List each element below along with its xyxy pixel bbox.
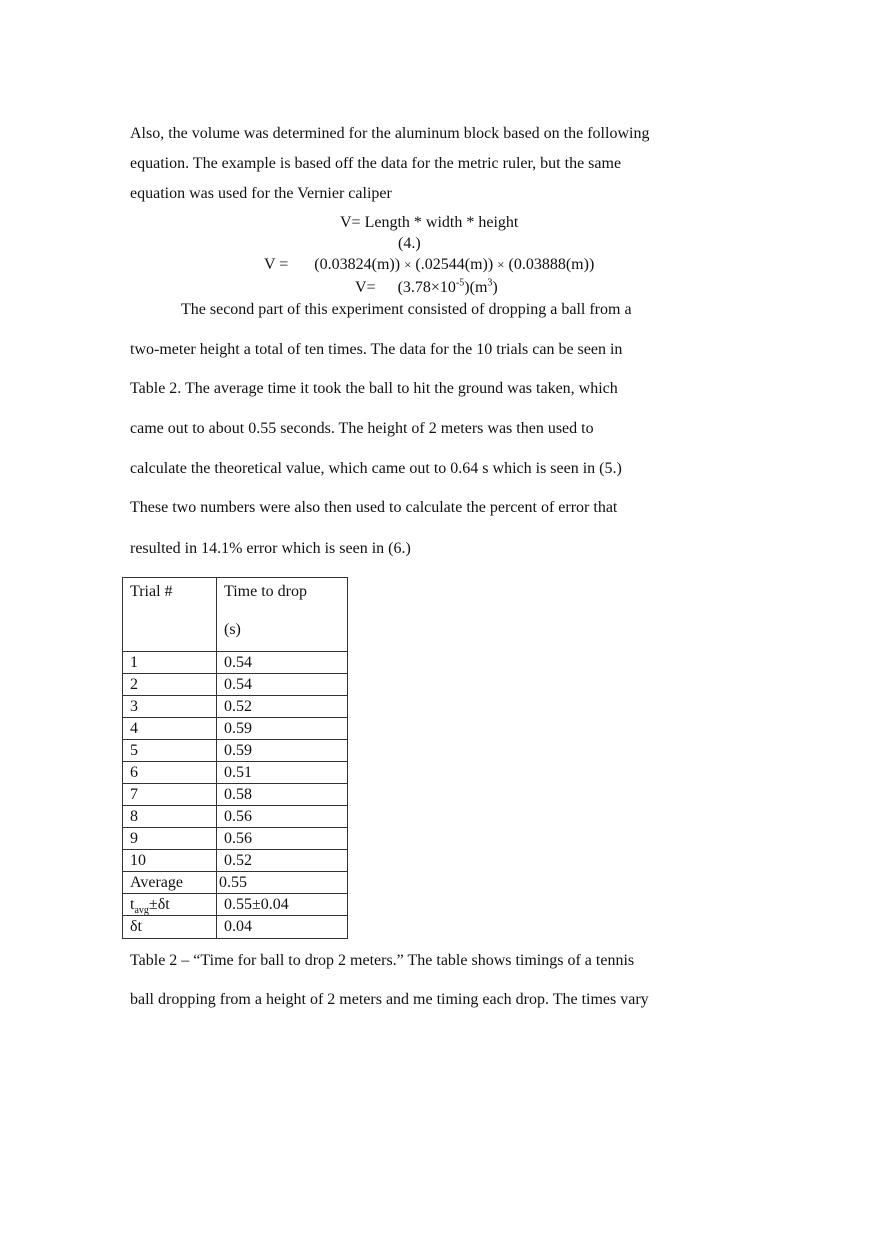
time-cell: 0.54 [217,674,348,696]
trial-cell: 4 [123,718,217,740]
equation-number: (4.) [398,235,421,252]
tavg-row [123,894,348,916]
equation-expanded [264,256,594,274]
equation-term-length: (0.03824(m)) [314,256,401,273]
times-sign-1: × [404,257,412,272]
second-line-1: The second part of this experiment consisted of dropping a ball from a [181,301,632,318]
header-time [217,578,348,652]
intro-line-3: equation was used for the Vernier caliper [130,185,392,202]
trial-cell: 3 [123,696,217,718]
dt-label: δt [123,916,217,939]
time-cell: 0.52 [217,696,348,718]
result-mantissa: (3.78×10 [397,279,456,296]
caption-line-1: Table 2 – “Time for ball to drop 2 meters.” The table shows timings of a tennis [130,952,635,969]
table-row [123,806,348,828]
table-row [123,718,348,740]
tavg-sub: avg [134,905,149,917]
time-cell: 0.52 [217,850,348,872]
trial-cell: 7 [123,784,217,806]
second-line-6: These two numbers were also then used to calculate the percent of error that [130,499,618,516]
dt-value: 0.04 [217,916,348,939]
header-time-line1: Time to drop [224,583,307,600]
intro-line-2: equation. The example is based off the data for the metric ruler, but the same [130,155,622,172]
result-close: ) [464,279,470,296]
equation-formula: V= Length * width * height [340,214,519,231]
trial-cell: 2 [123,674,217,696]
second-line-3: Table 2. The average time it took the ball to hit the ground was taken, which [130,380,618,397]
time-cell: 0.54 [217,652,348,674]
second-line-4: came out to about 0.55 seconds. The height of 2 meters was then used to [130,420,594,437]
second-line-7: resulted in 14.1% error which is seen in (6.) [130,540,411,557]
time-cell: 0.56 [217,828,348,850]
table-row [123,652,348,674]
trial-cell: 8 [123,806,217,828]
header-time-line2: (s) [224,621,241,638]
time-cell: 0.59 [217,718,348,740]
tavg-rest: ±δt [148,896,170,913]
table-header-row [123,578,348,652]
table-row [123,696,348,718]
header-trial: Trial # [123,578,217,652]
time-cell: 0.56 [217,806,348,828]
second-line-5: calculate the theoretical value, which came out to 0.64 s which is seen in (5.) [130,460,622,477]
table-row [123,828,348,850]
result-unit-exponent: 3 [487,277,493,289]
second-line-2: two-meter height a total of ten times. The data for the 10 trials can be seen in [130,341,623,358]
intro-line-1: Also, the volume was determined for the aluminum block based on the following [130,125,650,142]
dt-row [123,916,348,939]
trial-cell: 1 [123,652,217,674]
times-sign-2: × [497,257,505,272]
average-row [123,872,348,894]
equation-lhs: V = [264,256,289,273]
time-cell: 0.51 [217,762,348,784]
time-cell: 0.59 [217,740,348,762]
trial-cell: 6 [123,762,217,784]
table-row [123,740,348,762]
equation-result [355,279,498,297]
drop-time-table [122,577,348,939]
tavg-label [123,894,217,916]
table-row [123,762,348,784]
average-label: Average [123,872,217,894]
equation-term-height: (0.03888(m)) [508,256,595,273]
result-exponent: -5 [455,277,465,289]
result-unit: (m [469,279,488,296]
result-unit-close: ) [492,279,498,296]
equation-term-width: (.02544(m)) [415,256,494,273]
trial-cell: 9 [123,828,217,850]
table-row [123,674,348,696]
tavg-t: t [130,896,135,913]
time-cell: 0.58 [217,784,348,806]
average-value: 0.55 [217,872,348,894]
tavg-value: 0.55±0.04 [217,894,348,916]
caption-line-2: ball dropping from a height of 2 meters and me timing each drop. The times vary [130,991,649,1008]
trial-cell: 10 [123,850,217,872]
result-lhs: V= [355,279,376,296]
table-row [123,784,348,806]
trial-cell: 5 [123,740,217,762]
table-row [123,850,348,872]
